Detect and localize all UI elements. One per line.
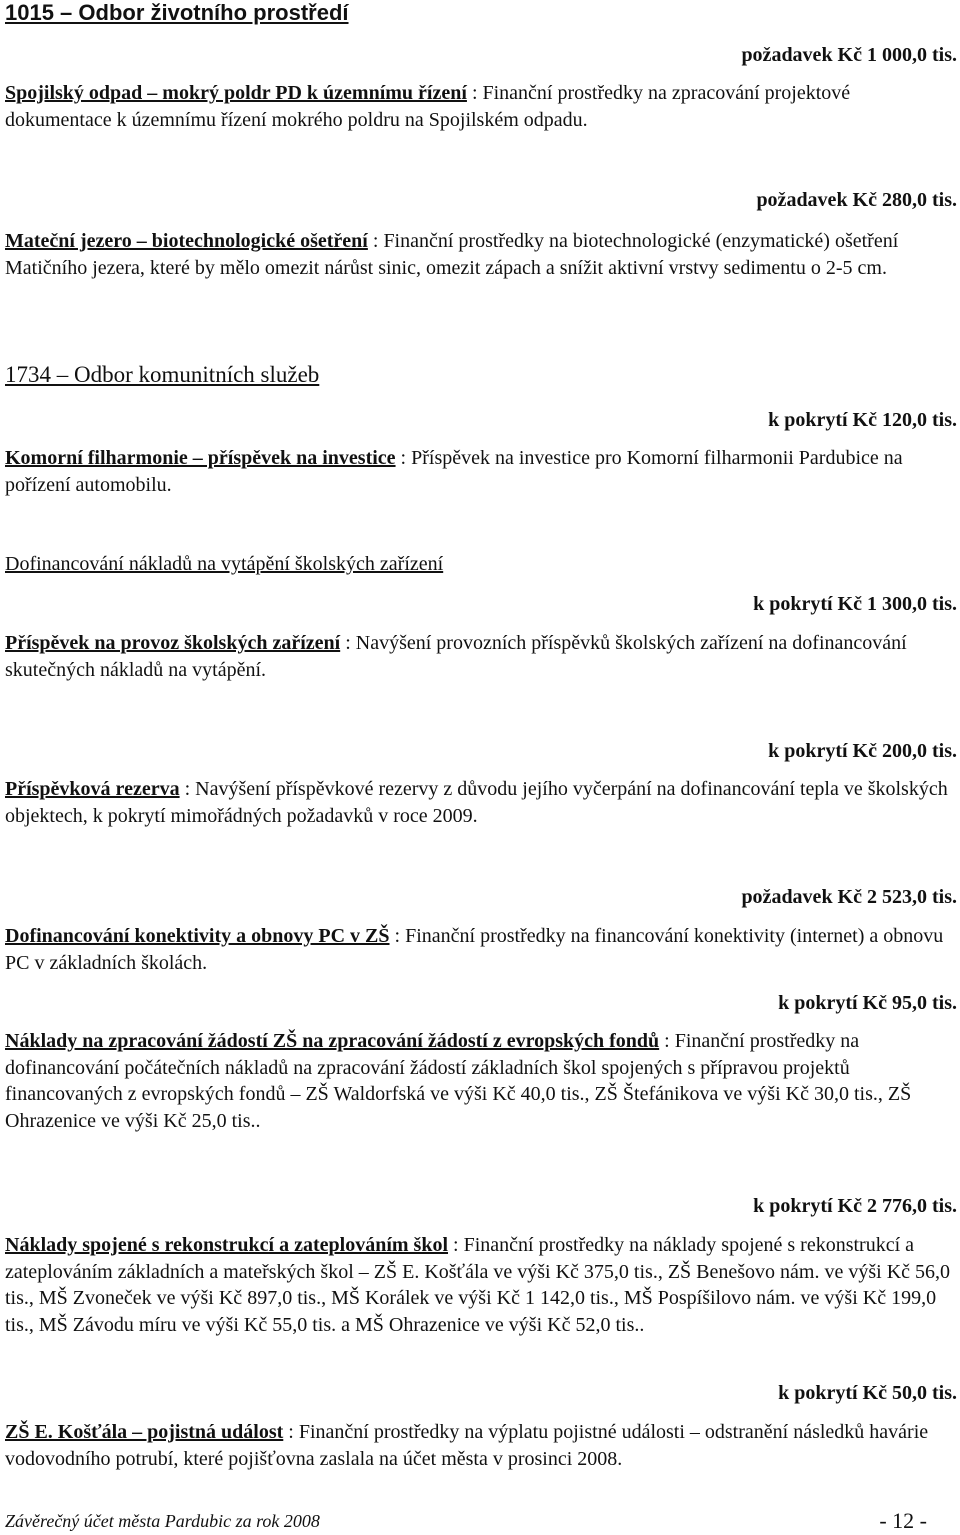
item-title: Spojilský odpad – mokrý poldr PD k územnímu řízení — [5, 82, 467, 104]
item-komorni-filharmonie — [5, 445, 957, 498]
item-separator: : — [179, 778, 196, 800]
item-title: Příspěvek na provoz školských zařízení — [5, 632, 341, 654]
item-provoz-skolskych — [5, 630, 957, 683]
item-maticni-jezero — [5, 228, 957, 281]
item-separator: : — [395, 447, 412, 469]
item-text: Finanční prostředky na zpracování projektové dokumentace k územnímu řízení mokrého poldru na Spojilském odpadu. — [5, 82, 851, 131]
item-text: Navýšení provozních příspěvků školských zařízení na dofinancování skutečných nákladů na vytápění. — [5, 632, 907, 681]
item-title: Náklady na zpracování žádostí ZŠ na zpracování žádostí z evropských fondů — [5, 1030, 660, 1052]
item-title: Komorní filharmonie – příspěvek na investice — [5, 447, 396, 469]
amount-komorni-filharmonie: k pokrytí Kč 120,0 tis. — [768, 409, 957, 431]
item-text: Finanční prostředky na biotechnologické (enzymatické) ošetření Matičního jezera, které by mělo omezit nárůst sinic, omezit zápach a snížit aktivní vrstvy sedimentu o 2-5 cm. — [5, 230, 899, 279]
section-heading-1734: 1734 – Odbor komunitních služeb — [5, 362, 320, 387]
amount-prispevkova-rezerva: k pokrytí Kč 200,0 tis. — [768, 740, 957, 762]
page-number: - 12 - — [879, 1508, 927, 1533]
item-separator: : — [340, 632, 356, 654]
amount-provoz-skolskych: k pokrytí Kč 1 300,0 tis. — [753, 593, 957, 615]
item-title: Příspěvková rezerva — [5, 778, 180, 800]
item-text: Finanční prostředky na dofinancování počátečních nákladů na zpracování žádostí základních škol spojených s přípravou projektů financovaných z evropských fondů – ZŠ Waldorfská ve výši Kč 40,0 tis., ZŠ Štefánikova ve výši Kč 30,0 tis., ZŠ Ohrazenice ve výši Kč 25,0 tis.. — [5, 1030, 912, 1132]
amount-spojilsky-odpad: požadavek Kč 1 000,0 tis. — [741, 44, 957, 66]
item-prispevkova-rezerva — [5, 776, 957, 829]
amount-maticni-jezero: požadavek Kč 280,0 tis. — [756, 189, 957, 211]
item-text: Finanční prostředky na náklady spojené s rekonstrukcí a zateplováním základních a mateřských škol – ZŠ E. Košťála ve výši Kč 375,0 tis., ZŠ Benešovo nám. ve výši Kč 56,0 tis., MŠ Zvoneček ve výši Kč 897,0 tis., MŠ Korálek ve výši Kč 1 142,0 tis., MŠ Pospíšilovo nám. ve výši Kč 199,0 tis., MŠ Závodu míru ve výši Kč 55,0 tis. a MŠ Ohrazenice ve výši Kč 52,0 tis.. — [5, 1234, 951, 1336]
item-separator: : — [448, 1234, 464, 1256]
item-title: ZŠ E. Košťála – pojistná událost — [5, 1421, 284, 1443]
item-separator: : — [389, 925, 406, 947]
item-pojistna-udalost — [5, 1419, 957, 1472]
item-rekonstrukce — [5, 1232, 957, 1338]
item-text: Finanční prostředky na financování konektivity (internet) a obnovu PC v základních školách. — [5, 925, 944, 974]
amount-rekonstrukce: k pokrytí Kč 2 776,0 tis. — [753, 1195, 957, 1217]
amount-konektivita: požadavek Kč 2 523,0 tis. — [741, 886, 957, 908]
item-separator: : — [367, 230, 384, 252]
item-text: Příspěvek na investice pro Komorní filharmonii Pardubice na pořízení automobilu. — [5, 447, 903, 496]
item-separator: : — [466, 82, 483, 104]
item-zadosti-fondy — [5, 1028, 957, 1134]
item-separator: : — [283, 1421, 299, 1443]
item-title: Náklady spojené s rekonstrukcí a zateplováním škol — [5, 1234, 449, 1256]
item-spojilsky-odpad — [5, 80, 957, 133]
page-footer — [5, 1508, 957, 1535]
item-separator: : — [659, 1030, 675, 1052]
footer-title: Závěrečný účet města Pardubic za rok 2008 — [5, 1511, 320, 1531]
item-title: Mateční jezero – biotechnologické ošetření — [5, 230, 368, 252]
section-heading-1015: 1015 – Odbor životního prostředí — [5, 0, 349, 25]
item-title: Dofinancování konektivity a obnovy PC v ZŠ — [5, 925, 390, 947]
subheading-vytapeni: Dofinancování nákladů na vytápění školských zařízení — [5, 553, 444, 575]
item-text: Navýšení příspěvkové rezervy z důvodu jejího vyčerpání na dofinancování tepla ve školských objektech, k pokrytí mimořádných požadavků v roce 2009. — [5, 778, 948, 827]
item-konektivita — [5, 923, 957, 976]
amount-zadosti-fondy: k pokrytí Kč 95,0 tis. — [778, 992, 957, 1014]
amount-pojistna-udalost: k pokrytí Kč 50,0 tis. — [778, 1382, 957, 1404]
item-text: Finanční prostředky na výplatu pojistné události – odstranění následků havárie vodovodního potrubí, které pojišťovna zaslala na účet města v prosinci 2008. — [5, 1421, 929, 1470]
